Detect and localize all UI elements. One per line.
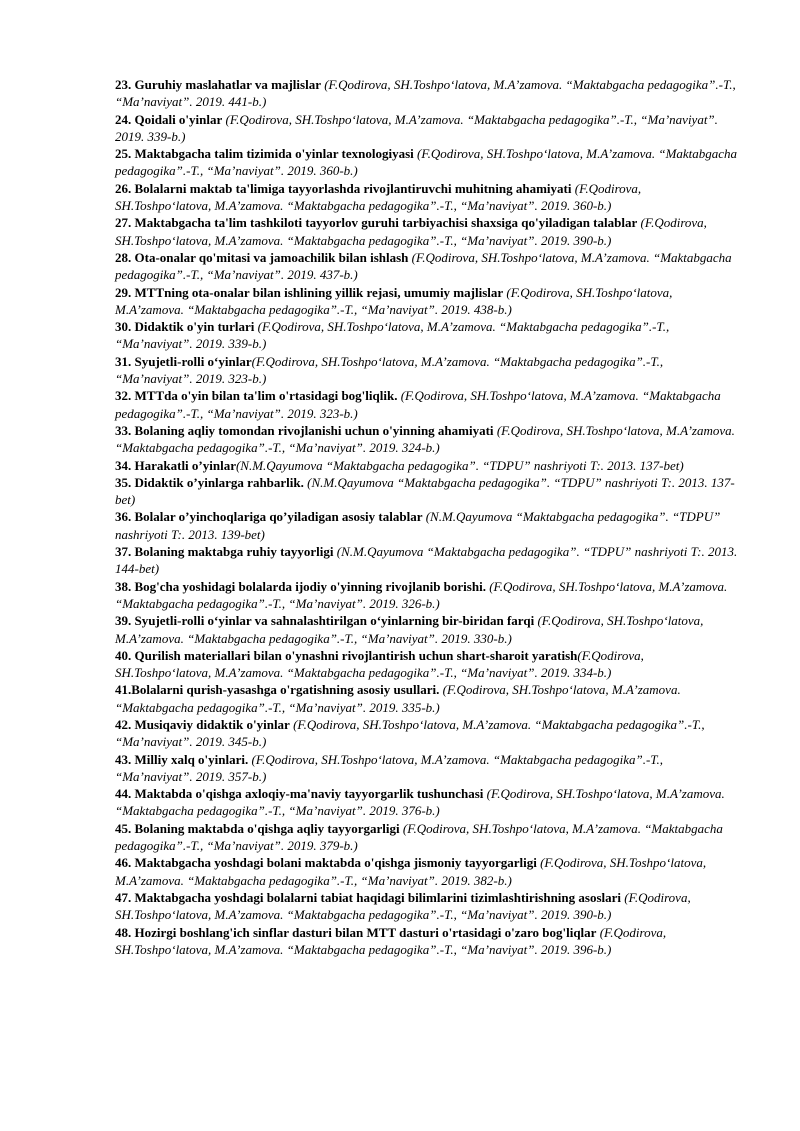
- item-reference: (F.Qodirova, SH.Toshpo‘latova, M.A’zamova. “Maktabgacha pedagogika”.-T., “Ma’naviyat”. 2019. 390-b.): [115, 889, 691, 923]
- list-item: [115, 751, 740, 786]
- list-item: [115, 457, 740, 474]
- item-reference: (F.Qodirova, SH.Toshpo‘latova, M.A’zamova. “Maktabgacha pedagogika”.-T., “Ma’naviyat”. 2019. 330-b.): [115, 613, 704, 646]
- item-title: Syujetli-rolli o‘yinlar va sahnalashtirilgan o‘yinlarning bir-biridan farqi: [134, 613, 535, 629]
- item-title: Harakatli o’yinlar: [134, 457, 236, 473]
- list-item: [115, 145, 740, 180]
- item-title: Maktabgacha yoshdagi bolalarni tabiat haqidagi bilimlarini tizimlashtirishning asoslari: [134, 889, 621, 905]
- item-reference: (F.Qodirova, SH.Toshpo‘latova, M.A’zamova. “Maktabgacha pedagogika”.-T., “Ma’naviyat”. 2019. 396-b.): [115, 924, 667, 957]
- item-number: 41.: [115, 682, 132, 698]
- item-reference: (F.Qodirova, SH.Toshpo‘latova, M.A’zamova. “Maktabgacha pedagogika”.-T., “Ma’naviyat”. 2019. 360-b.): [115, 146, 738, 179]
- item-reference: (F.Qodirova, SH.Toshpo‘latova, M.A’zamova. “Maktabgacha pedagogika”.-T., “Ma’naviyat”. 2019. 339-b.): [115, 111, 718, 144]
- list-item: [115, 249, 740, 284]
- item-number: 37.: [115, 544, 132, 560]
- item-number: 39.: [115, 613, 132, 629]
- item-reference: (F.Qodirova, SH.Toshpo‘latova, M.A’zamova. “Maktabgacha pedagogika”.-T., “Ma’naviyat”. 2019. 339-b.): [115, 319, 670, 352]
- item-title: MTTda o'yin bilan ta'lim o'rtasidagi bog'liqlik.: [134, 388, 398, 404]
- list-item: [115, 681, 740, 716]
- item-title: Syujetli-rolli o‘yinlar: [134, 353, 252, 369]
- item-title: Didaktik o'yin turlari: [134, 319, 255, 335]
- item-number: 43.: [115, 751, 132, 767]
- list-item: [115, 284, 740, 319]
- item-title: Guruhiy maslahatlar va majlislar: [134, 77, 321, 92]
- topic-list: [115, 76, 740, 958]
- item-title: Bolalarni maktab ta'limiga tayyorlashda rivojlantiruvchi muhitning ahamiyati: [134, 180, 572, 196]
- item-number: 45.: [115, 820, 132, 836]
- item-number: 23.: [115, 77, 132, 92]
- list-item: [115, 612, 740, 647]
- list-item: [115, 111, 740, 146]
- list-item: [115, 214, 740, 249]
- list-item: [115, 820, 740, 855]
- item-number: 44.: [115, 786, 132, 802]
- item-reference: (F.Qodirova, SH.Toshpo‘latova, M.A’zamova. “Maktabgacha pedagogika”.-T., “Ma’naviyat”. 2019. 323-b.): [115, 388, 721, 421]
- item-title: Maktabda o'qishga axloqiy-ma'naviy tayyorgarlik tushunchasi: [134, 786, 484, 802]
- item-title: Maktabgacha yoshdagi bolani maktabda o'qishga jismoniy tayyorgarligi: [134, 855, 537, 871]
- item-title: Bog'cha yoshidagi bolalarda ijodiy o'yinning rivojlanib borishi.: [134, 578, 486, 594]
- item-title: Maktabgacha ta'lim tashkiloti tayyorlov guruhi tarbiyachisi shaxsiga qo'yiladigan talablar: [134, 215, 638, 231]
- list-item: [115, 318, 740, 353]
- item-title: Hozirgi boshlang'ich sinflar dasturi bilan MTT dasturi o'rtasidagi o'zaro bog'liqlar: [134, 924, 597, 940]
- list-item: [115, 474, 740, 509]
- item-reference: (F.Qodirova, SH.Toshpo‘latova, M.A’zamova. “Maktabgacha pedagogika”.-T., “Ma’naviyat”. 2019. 379-b.): [115, 820, 723, 854]
- item-reference: (F.Qodirova, SH.Toshpo‘latova, M.A’zamova. “Maktabgacha pedagogika”.-T., “Ma’naviyat”. 2019. 382-b.): [115, 855, 707, 888]
- item-reference: (F.Qodirova, SH.Toshpo‘latova, M.A’zamova. “Maktabgacha pedagogika”.-T., “Ma’naviyat”. 2019. 326-b.): [115, 578, 728, 611]
- item-title: Bolalar o’yinchoqlariga qo’yiladigan asosiy talablar: [134, 509, 423, 525]
- item-title: MTTning ota-onalar bilan ishlining yillik rejasi, umumiy majlislar: [134, 284, 504, 300]
- item-reference: (F.Qodirova, SH.Toshpo‘latova, M.A’zamova. “Maktabgacha pedagogika”.-T., “Ma’naviyat”. 2019. 323-b.): [115, 353, 664, 387]
- item-number: 27.: [115, 215, 132, 231]
- item-reference: (F.Qodirova, SH.Toshpo‘latova, M.A’zamova. “Maktabgacha pedagogika”.-T., “Ma’naviyat”. 2019. 438-b.): [115, 284, 673, 317]
- item-reference: (F.Qodirova, SH.Toshpo‘latova, M.A’zamova. “Maktabgacha pedagogika”.-T., “Ma’naviyat”. 2019. 441-b.): [115, 77, 736, 110]
- item-reference: (F.Qodirova, SH.Toshpo‘latova, M.A’zamova. “Maktabgacha pedagogika”.-T., “Ma’naviyat”. 2019. 376-b.): [115, 786, 725, 819]
- item-number: 25.: [115, 146, 132, 162]
- item-number: 46.: [115, 855, 132, 871]
- item-title: Maktabgacha talim tizimida o'yinlar texnologiyasi: [134, 146, 414, 162]
- item-title: Qoidali o'yinlar: [134, 111, 223, 127]
- list-item: [115, 889, 740, 924]
- item-reference: (N.M.Qayumova “Maktabgacha pedagogika”. “TDPU” nashriyoti T:. 2013. 139-bet): [115, 509, 721, 542]
- item-reference: (N.M.Qayumova “Maktabgacha pedagogika”. “TDPU” nashriyoti T:. 2013. 144-bet): [115, 544, 738, 577]
- item-title: Milliy xalq o'yinlari.: [134, 751, 249, 767]
- list-item: [115, 180, 740, 215]
- list-item: [115, 76, 740, 111]
- item-title: Bolalarni qurish-yasashga o'rgatishning asosiy usullari.: [131, 682, 440, 698]
- list-item: [115, 924, 740, 959]
- list-item: [115, 854, 740, 889]
- item-title: Bolaning aqliy tomondan rivojlanishi uchun o'yinning ahamiyati: [134, 422, 494, 438]
- item-number: 35.: [115, 474, 132, 490]
- item-reference: (N.M.Qayumova “Maktabgacha pedagogika”. “TDPU” nashriyoti T:. 2013. 137-bet): [235, 457, 684, 473]
- item-number: 26.: [115, 180, 132, 196]
- list-item: [115, 353, 740, 388]
- item-reference: (N.M.Qayumova “Maktabgacha pedagogika”. “TDPU” nashriyoti T:. 2013. 137-bet): [115, 474, 735, 508]
- item-title: Bolaning maktabda o'qishga aqliy tayyorgarligi: [134, 820, 400, 836]
- list-item: [115, 647, 740, 682]
- item-reference: (F.Qodirova, SH.Toshpo‘latova, M.A’zamova. “Maktabgacha pedagogika”.-T., “Ma’naviyat”. 2019. 357-b.): [115, 751, 664, 784]
- list-item: [115, 716, 740, 751]
- item-number: 29.: [115, 284, 132, 300]
- list-item: [115, 387, 740, 422]
- item-number: 24.: [115, 111, 132, 127]
- item-number: 31.: [115, 353, 132, 369]
- item-reference: (F.Qodirova, SH.Toshpo‘latova, M.A’zamova. “Maktabgacha pedagogika”.-T., “Ma’naviyat”. 2019. 324-b.): [115, 422, 735, 456]
- item-title: Ota-onalar qo'mitasi va jamoachilik bilan ishlash: [134, 249, 409, 265]
- item-reference: (F.Qodirova, SH.Toshpo‘latova, M.A’zamova. “Maktabgacha pedagogika”.-T., “Ma’naviyat”. 2019. 390-b.): [115, 215, 707, 248]
- item-number: 48.: [115, 924, 132, 940]
- item-title: Bolaning maktabga ruhiy tayyorligi: [134, 544, 334, 560]
- item-title: Qurilish materiallari bilan o'ynashni rivojlantirish uchun shart-sharoit yaratish: [134, 647, 578, 663]
- item-number: 33.: [115, 422, 132, 438]
- item-number: 38.: [115, 578, 132, 594]
- item-number: 42.: [115, 716, 132, 732]
- item-number: 32.: [115, 388, 132, 404]
- item-number: 34.: [115, 457, 132, 473]
- list-item: [115, 422, 740, 457]
- item-title: Musiqaviy didaktik o'yinlar: [134, 716, 290, 732]
- list-item: [115, 543, 740, 578]
- item-title: Didaktik o’yinlarga rahbarlik.: [134, 474, 304, 490]
- document-page: [115, 76, 740, 958]
- item-reference: (F.Qodirova, SH.Toshpo‘latova, M.A’zamova. “Maktabgacha pedagogika”.-T., “Ma’naviyat”. 2019. 437-b.): [115, 249, 732, 283]
- item-number: 40.: [115, 647, 132, 663]
- item-reference: (F.Qodirova, SH.Toshpo‘latova, M.A’zamova. “Maktabgacha pedagogika”.-T., “Ma’naviyat”. 2019. 335-b.): [115, 682, 681, 715]
- list-item: [115, 578, 740, 613]
- item-reference: (F.Qodirova, SH.Toshpo‘latova, M.A’zamova. “Maktabgacha pedagogika”.-T., “Ma’naviyat”. 2019. 360-b.): [115, 180, 642, 214]
- item-reference: (F.Qodirova, SH.Toshpo‘latova, M.A’zamova. “Maktabgacha pedagogika”.-T., “Ma’naviyat”. 2019. 345-b.): [115, 716, 705, 750]
- list-item: [115, 785, 740, 820]
- item-reference: (F.Qodirova, SH.Toshpo‘latova, M.A’zamova. “Maktabgacha pedagogika”.-T., “Ma’naviyat”. 2019. 334-b.): [115, 647, 644, 681]
- list-item: [115, 508, 740, 543]
- item-number: 47.: [115, 889, 132, 905]
- item-number: 28.: [115, 249, 132, 265]
- item-number: 30.: [115, 319, 132, 335]
- item-number: 36.: [115, 509, 132, 525]
